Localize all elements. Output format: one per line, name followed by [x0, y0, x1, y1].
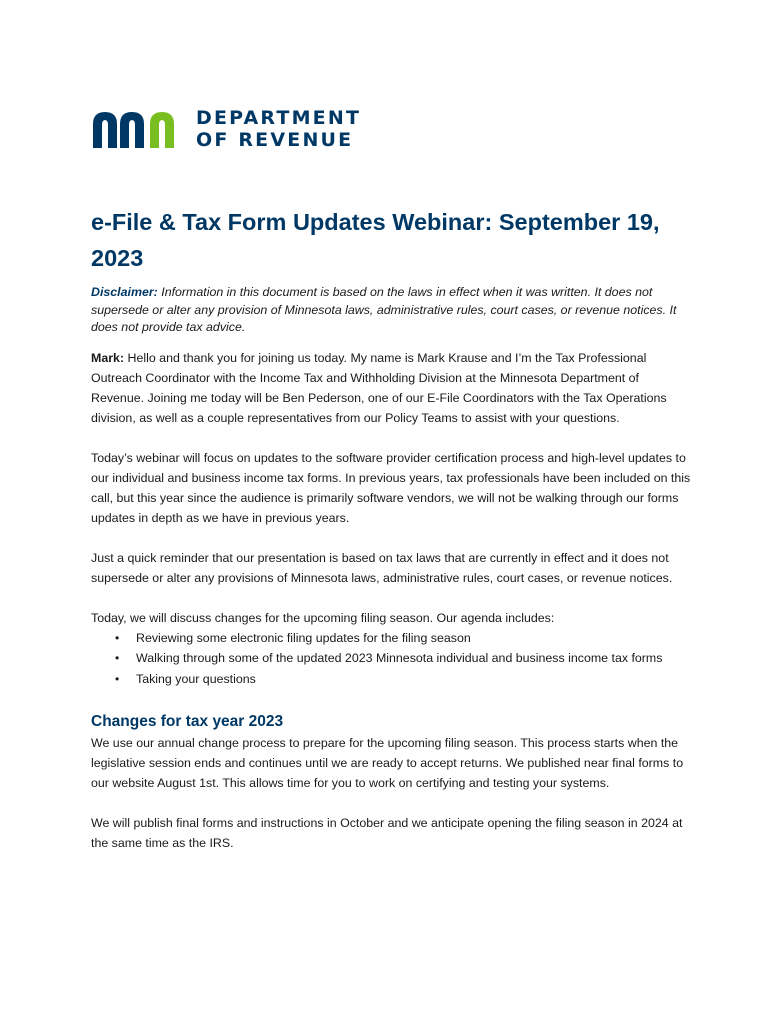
- agenda-item-text: Walking through some of the updated 2023 Minnesota individual and business income tax forms: [136, 651, 663, 665]
- bullet-icon: •: [115, 630, 120, 645]
- document-body: [91, 204, 691, 853]
- bullet-icon: •: [115, 671, 120, 686]
- paragraph-reminder: Just a quick reminder that our presentation is based on tax laws that are currently in effect and it does not supersede or alter any provisions of Minnesota laws, administrative rules, court cases, or revenue notices.: [91, 550, 673, 585]
- list-item: [91, 648, 691, 669]
- disclaimer: [91, 284, 691, 337]
- paragraph-intro-text: Hello and thank you for joining us today. My name is Mark Krause and I’m the Tax Professional Outreach Coordinator with the Income Tax and Withholding Division at the Minnesota Department of Revenue. Joining me today will be Ben Pederson, one of our E-File Coordinators with the Tax Operations division, as well as a couple representatives from our Policy Teams to assist with your questions.: [91, 350, 667, 425]
- bullet-icon: •: [115, 651, 120, 665]
- paragraph-final-forms: We will publish final forms and instructions in October and we anticipate opening the filing season in 2024 at the same time as the IRS.: [91, 816, 683, 850]
- section-heading: Changes for tax year 2023: [91, 713, 284, 730]
- paragraph-intro: [91, 348, 691, 428]
- list-item: [91, 628, 691, 649]
- speaker-name: Mark:: [91, 350, 125, 365]
- list-item: [91, 669, 691, 690]
- paragraph-change-process: We use our annual change process to prepare for the upcoming filing season. This process starts when the legislative session ends and continues until we are ready to accept returns. We published near final forms to our website August 1st. This allows time for you to work on certifying and testing your systems.: [91, 736, 684, 790]
- mn-logo-icon: [90, 107, 182, 151]
- document-title: e-File & Tax Form Updates Webinar: September 19, 2023: [91, 209, 660, 271]
- agenda-list: [91, 628, 691, 690]
- agenda-item-text: Taking your questions: [136, 671, 256, 686]
- paragraph-agenda-intro: Today, we will discuss changes for the upcoming filing season. Our agenda includes:: [91, 610, 555, 625]
- logo-line-2: OF REVENUE: [196, 129, 354, 151]
- agenda-item-text: Reviewing some electronic filing updates for the filing season: [136, 630, 471, 645]
- logo-wordmark: [196, 107, 361, 151]
- disclaimer-text: Information in this document is based on the laws in effect when it was written. It does not supersede or alter any provision of Minnesota laws, administrative rules, court cases, or revenue notices. It does not provide tax advice.: [91, 285, 677, 334]
- logo-line-1: DEPARTMENT: [196, 107, 362, 129]
- disclaimer-label: Disclaimer:: [91, 285, 158, 299]
- paragraph-webinar-focus: Today’s webinar will focus on updates to the software provider certification process and high-level updates to our individual and business income tax forms. In previous years, tax professionals have been included on this call, but this year since the audience is primarily software vendors, we will not be walking through our forms updates in depth as we have in previous years.: [91, 450, 691, 525]
- mn-revenue-logo: [90, 107, 361, 151]
